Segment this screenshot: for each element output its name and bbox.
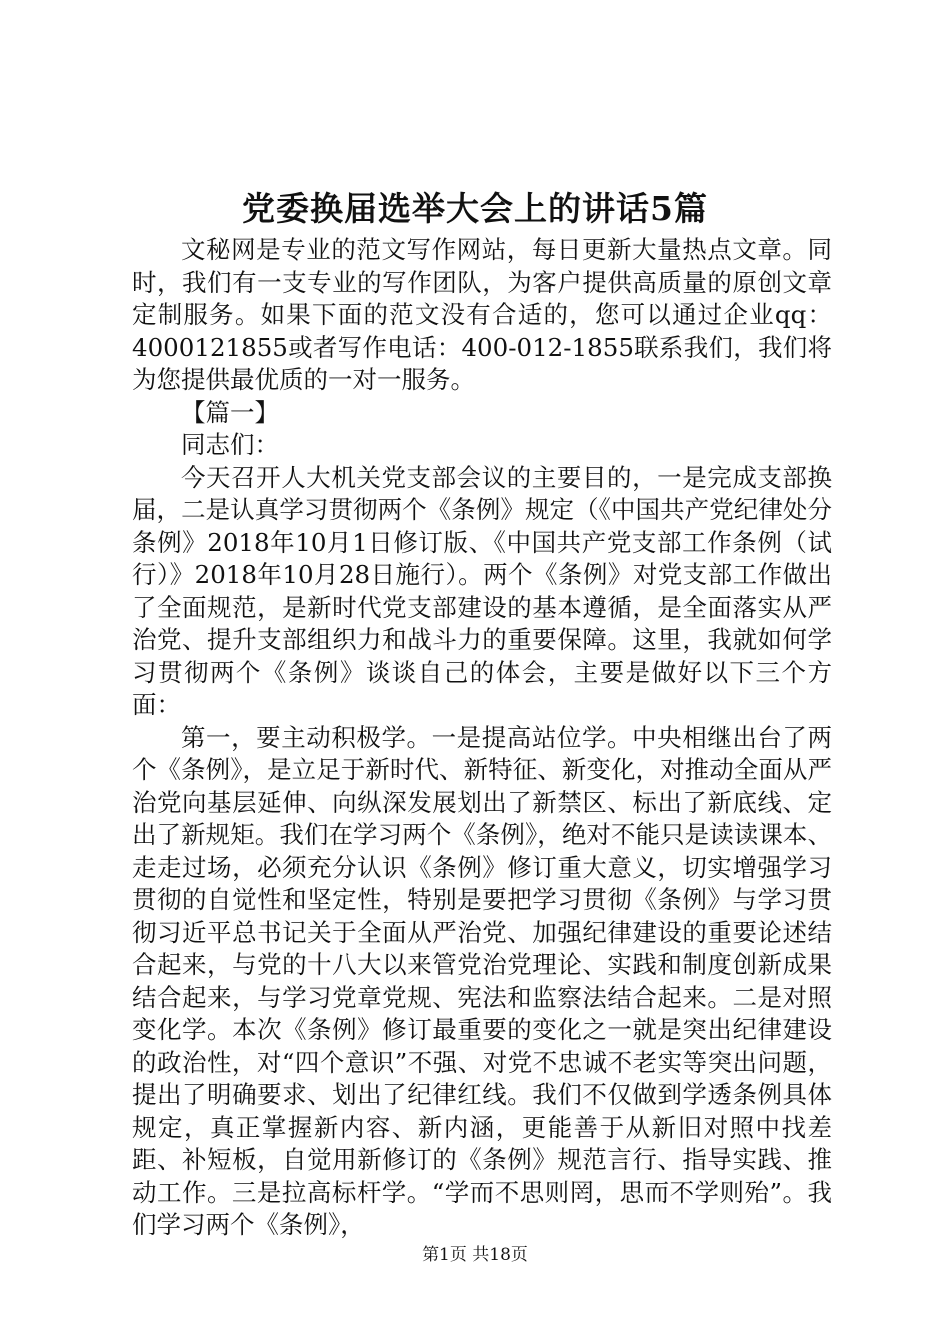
page-footer: 第1页 共18页 (422, 1245, 528, 1265)
section-heading: 【篇一】 (181, 397, 279, 427)
document-body (132, 234, 832, 1242)
salutation: 同志们： (181, 430, 279, 459)
intro-paragraph: 文秘网是专业的范文写作网站，每日更新大量热点文章。同时，我们有一支专业的写作团队，为客户提供高质量的原创文章定制服务。如果下面的范文没有合适的，您可以通过企业qq：4000121855或者写作电话：400-012-1855联系我们，我们将为您提供最优质的一对一服务。 (132, 235, 832, 394)
body-paragraph: 今天召开人大机关党支部会议的主要目的，一是完成支部换届，二是认真学习贯彻两个《条例》规定（《中国共产党纪律处分条例》2018年10月1日修订版、《中国共产党支部工作条例（试行）》2018年10月28日施行）。两个《条例》对党支部工作做出了全面规范，是新时代党支部建设的基本遵循，是全面落实从严治党、提升支部组织力和战斗力的重要保障。这里，我就如何学习贯彻两个《条例》谈谈自己的体会，主要是做好以下三个方面： (132, 462, 832, 719)
document-title: 党委换届选举大会上的讲话5篇 (242, 189, 708, 228)
body-paragraph: 第一，要主动积极学。一是提高站位学。中央相继出台了两个《条例》，是立足于新时代、新特征、新变化，对推动全面从严治党向基层延伸、向纵深发展划出了新禁区、标出了新底线、定出了新规矩。我们在学习两个《条例》，绝对不能只是读读课本、走走过场，必须充分认识《条例》修订重大意义，切实增强学习贯彻的自觉性和坚定性，特别是要把学习贯彻《条例》与学习贯彻习近平总书记关于全面从严治党、加强纪律建设的重要论述结合起来，与党的十八大以来管党治党理论、实践和制度创新成果结合起来，与学习党章党规、宪法和监察法结合起来。二是对照变化学。本次《条例》修订最重要的变化之一就是突出纪律建设的政治性，对“四个意识”不强、对党不忠诚不老实等突出问题，提出了明确要求、划出了纪律红线。我们不仅做到学透条例具体规定，真正掌握新内容、新内涵，更能善于从新旧对照中找差距、补短板，自觉用新修订的《条例》规范言行、指导实践、推动工作。三是拉高标杆学。“学而不思则罔，思而不学则殆”。我们学习两个《条例》， (132, 722, 832, 1239)
